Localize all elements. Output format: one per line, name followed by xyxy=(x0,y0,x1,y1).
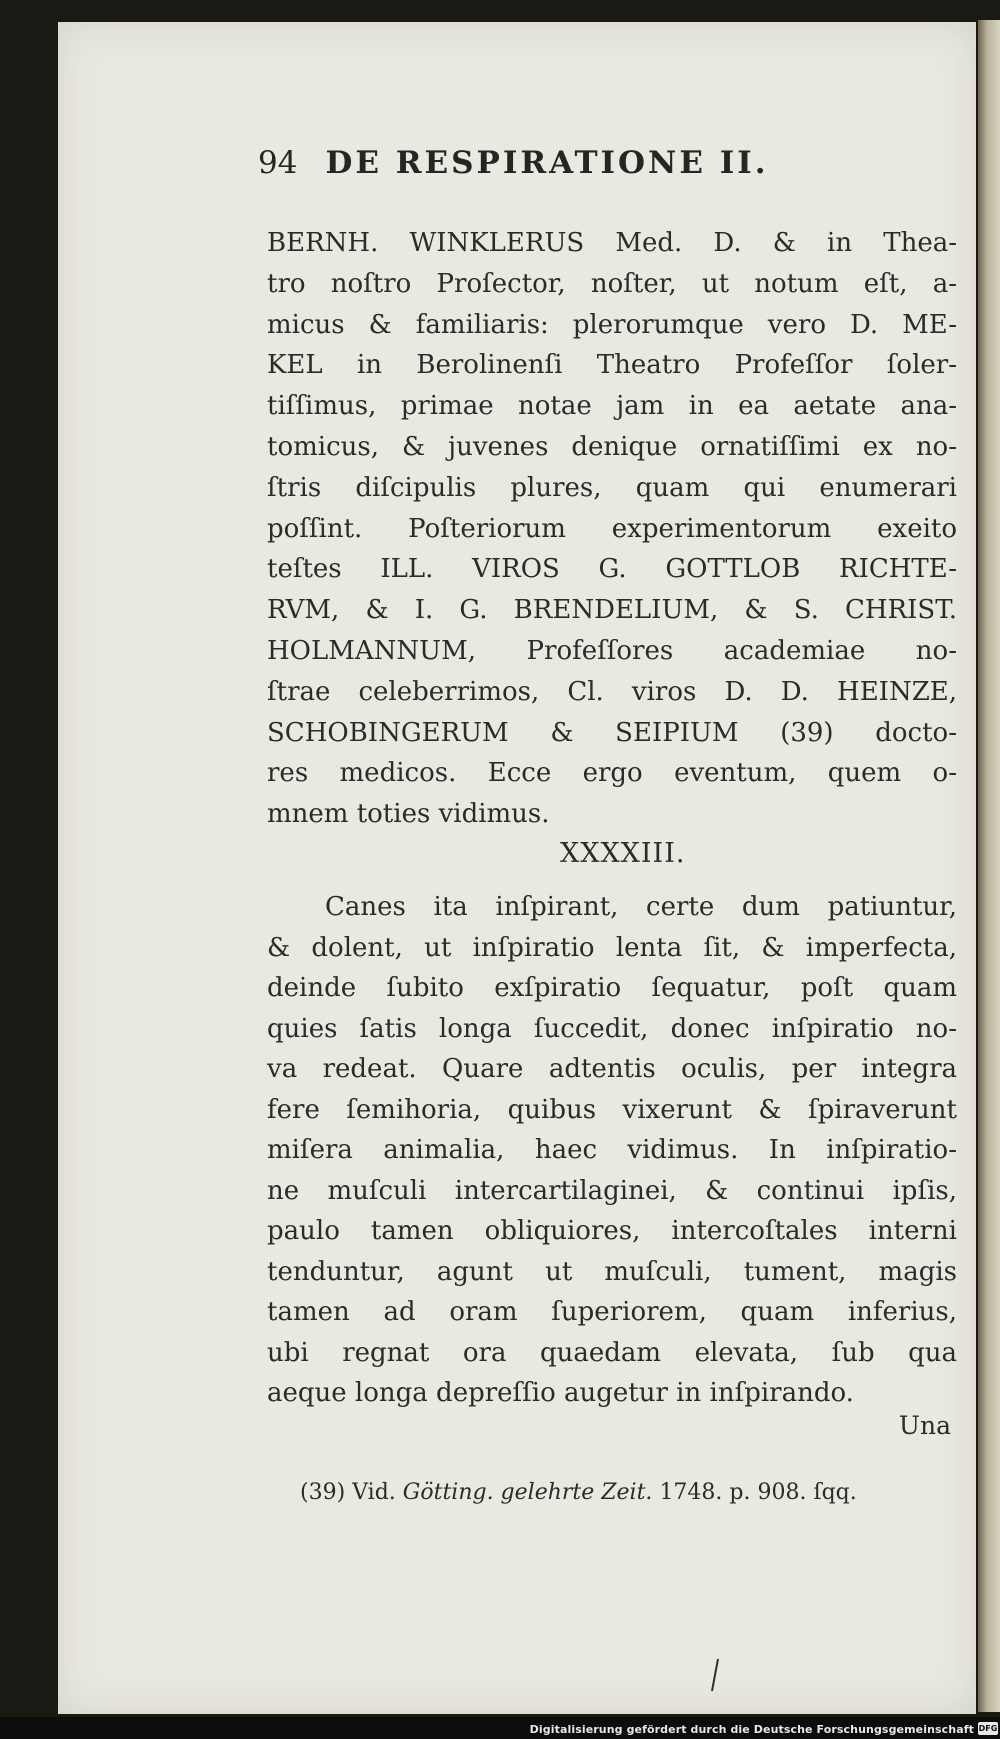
footnote-source: Götting. gelehrte Zeit. xyxy=(402,1480,653,1505)
running-title: DE RESPIRATIONE II. xyxy=(325,145,769,181)
dfg-logo: DFG xyxy=(978,1724,998,1733)
text-line: res medicos. Ecce ergo eventum, quem o- xyxy=(267,758,957,789)
footer-bar xyxy=(0,1717,1000,1739)
text-line: tenduntur, agunt ut muſculi, tument, magis xyxy=(267,1256,957,1287)
text-line: ſtrae celeberrimos, Cl. viros D. D. HEINZE, xyxy=(267,676,957,707)
text-line: tro noſtro Proſector, noſter, ut notum eſt, a- xyxy=(267,268,957,299)
text-line: & dolent, ut inſpiratio lenta ſit, & imperfecta, xyxy=(267,932,957,963)
footnote-marker: (39) Vid. xyxy=(300,1480,396,1505)
text-line: RVM, & I. G. BRENDELIUM, & S. CHRIST. xyxy=(267,595,957,626)
text-line: poſſint. Poſteriorum experimentorum exeito xyxy=(267,513,957,544)
digitization-credit: Digitalisierung gefördert durch die Deutsche Forschungsgemeinschaft xyxy=(529,1723,974,1736)
text-line: tamen ad oram ſuperiorem, quam inferius, xyxy=(267,1297,957,1327)
text-line: deinde ſubito exſpiratio ſequatur, poſt quam xyxy=(267,973,957,1003)
section-heading: XXXXIII. xyxy=(560,838,686,869)
text-line: aeque longa depreſſio augetur in inſpirando. xyxy=(267,1378,854,1408)
text-line: ne muſculi intercartilaginei, & continui ipſis, xyxy=(267,1175,957,1206)
catchword: Una xyxy=(898,1411,951,1440)
ink-mark xyxy=(700,1655,730,1695)
page-edge xyxy=(978,20,1000,1712)
footnote xyxy=(300,1480,857,1505)
text-line: quies ſatis longa ſuccedit, donec inſpiratio no- xyxy=(267,1013,957,1044)
text-line: ſtris diſcipulis plures, quam qui enumerari xyxy=(267,472,957,503)
text-line: teſtes ILL. VIROS G. GOTTLOB RICHTE- xyxy=(267,554,957,585)
text-line: miſera animalia, haec vidimus. In inſpiratio- xyxy=(267,1135,957,1165)
text-line: fere ſemihoria, quibus vixerunt & ſpiraverunt xyxy=(267,1094,957,1125)
text-line: Canes ita inſpirant, certe dum patiuntur, xyxy=(325,892,957,922)
text-line: va redeat. Quare adtentis oculis, per integra xyxy=(267,1054,957,1084)
page-number: 94 xyxy=(258,145,298,181)
text-line: KEL in Berolinenſi Theatro Profeſſor ſoler- xyxy=(267,350,957,381)
text-line: micus & familiaris: plerorumque vero D. ME- xyxy=(267,309,957,340)
text-line: SCHOBINGERUM & SEIPIUM (39) docto- xyxy=(267,717,957,748)
text-line: ubi regnat ora quaedam elevata, ſub qua xyxy=(267,1337,957,1368)
text-line: HOLMANNUM, Profeſſores academiae no- xyxy=(267,636,957,666)
text-line: tiſſimus, primae notae jam in ea aetate ana- xyxy=(267,391,957,422)
text-line: mnem toties vidimus. xyxy=(267,799,550,830)
text-line: tomicus, & juvenes denique ornatiſſimi ex no- xyxy=(267,432,957,462)
footnote-ref: 1748. p. 908. ſqq. xyxy=(659,1480,857,1505)
text-line: paulo tamen obliquiores, intercoſtales interni xyxy=(267,1216,957,1246)
running-head xyxy=(258,145,878,181)
text-line: BERNH. WINKLERUS Med. D. & in Thea- xyxy=(267,228,957,258)
